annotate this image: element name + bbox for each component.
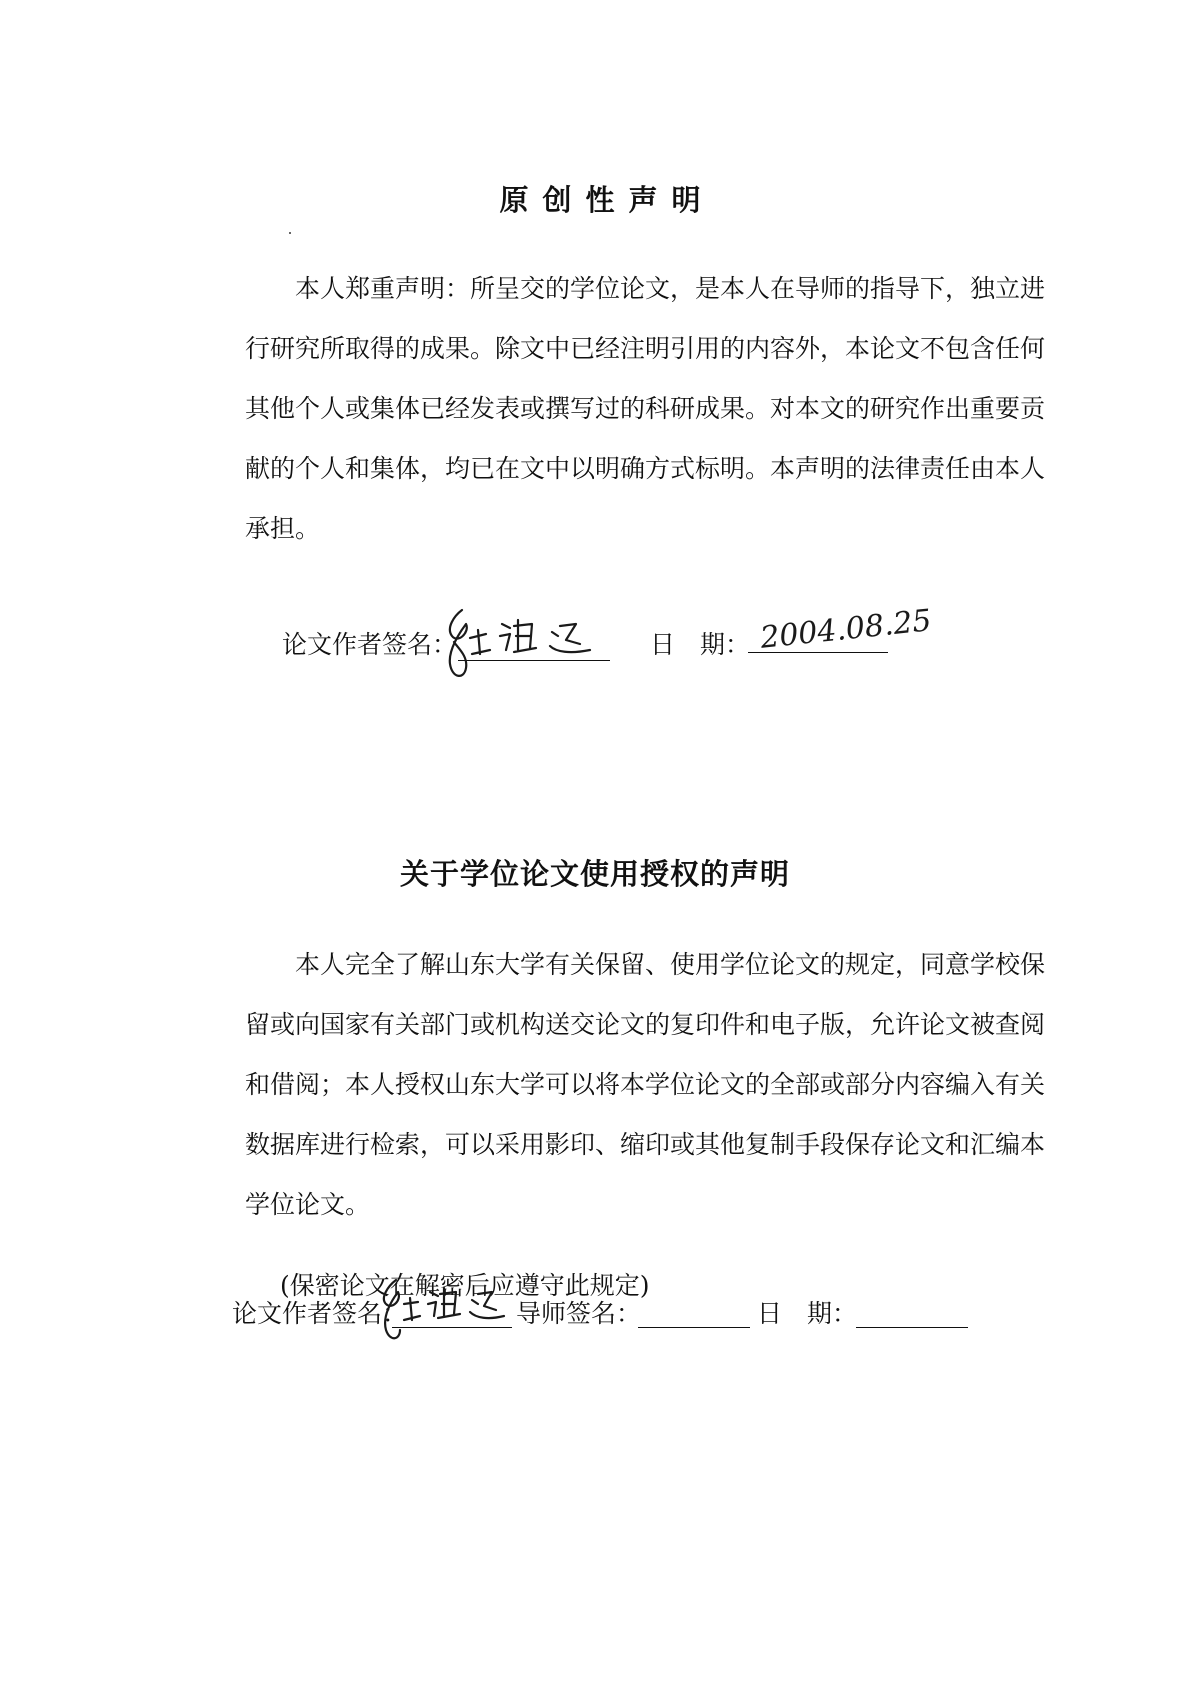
confidential-note: (保密论文在解密后应遵守此规定) bbox=[280, 1271, 650, 1300]
author-signature-label: 论文作者签名： bbox=[282, 630, 458, 659]
handwritten-date: 2004.08.25 bbox=[758, 603, 934, 656]
authorization-body-text: 本人完全了解山东大学有关保留、使用学位论文的规定，同意学校保留或向国家有关部门或机构送交论文的复印件和电子版，允许论文被查阅和借阅；本人授权山东大学可以将本学位论文的全部或部分内容编入有关数据库进行检索，可以采用影印、缩印或其他复制手段保存论文和汇编本学位论文。 bbox=[245, 950, 1046, 1219]
date-label: 日 期： bbox=[650, 630, 751, 659]
date-label-2: 日 期： bbox=[757, 1299, 858, 1328]
author-handwritten-signature-2 bbox=[376, 1274, 516, 1350]
scan-speck bbox=[289, 232, 291, 234]
advisor-signature-label: 导师签名： bbox=[516, 1299, 642, 1328]
originality-declaration-title: 原创性声明 bbox=[499, 183, 715, 217]
author-handwritten-signature bbox=[440, 602, 620, 692]
authorization-declaration-body bbox=[245, 935, 1045, 1245]
originality-declaration-body bbox=[245, 259, 1045, 569]
authorization-declaration-title: 关于学位论文使用授权的声明 bbox=[399, 857, 790, 891]
originality-body-text: 本人郑重声明：所呈交的学位论文，是本人在导师的指导下，独立进行研究所取得的成果。除文中已经注明引用的内容外，本论文不包含任何其他个人或集体已经发表或撰写过的科研成果。对本文的研究作出重要贡献的个人和集体，均已在文中以明确方式标明。本声明的法律责任由本人承担。 bbox=[245, 274, 1046, 543]
date-line-2 bbox=[856, 1327, 968, 1328]
author-signature-label-2: 论文作者签名： bbox=[232, 1299, 408, 1328]
advisor-signature-line bbox=[638, 1327, 750, 1328]
